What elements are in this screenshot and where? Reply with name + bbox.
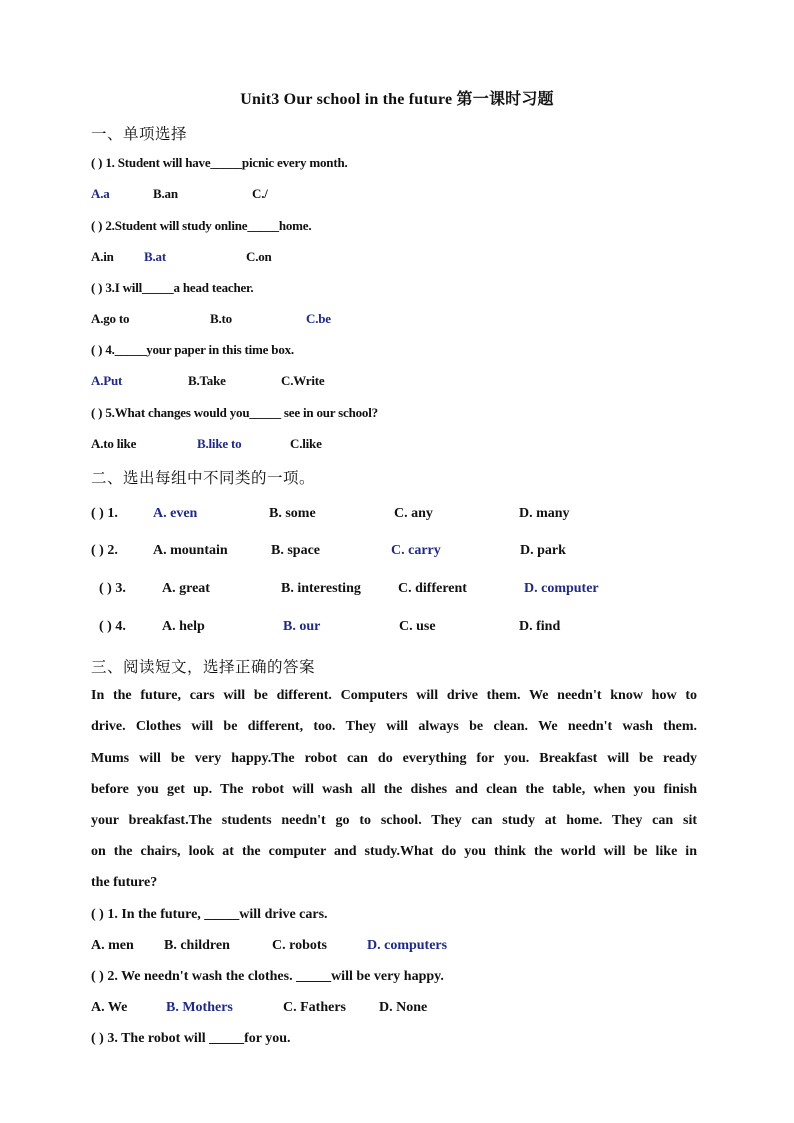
s1-q3-option-b: B.to: [210, 311, 232, 326]
s1-q3-option-a: A.go to: [91, 311, 130, 326]
s1-q4-option-a: A.Put: [91, 373, 123, 388]
s1-q4-option-c: C.Write: [281, 373, 325, 388]
s3-q1-option-b: B. children: [164, 938, 230, 953]
s2-q2-option-c: C. carry: [391, 543, 441, 558]
s2-q2-option-d: D. park: [520, 543, 566, 558]
s2-q3-option-d: D. computer: [524, 581, 599, 596]
s3-q1-stem: ( ) 1. In the future, _____will drive cars.: [91, 907, 328, 922]
s2-q1-option-d: D. many: [519, 506, 570, 521]
s2-q2-option-a: A. mountain: [153, 543, 228, 558]
s1-q3-stem: ( ) 3.I will_____a head teacher.: [91, 280, 254, 295]
passage-line: In the future, cars will be different. Computers will drive them. We needn't know how to: [91, 688, 697, 703]
s2-q1-option-a: A. even: [153, 506, 198, 521]
s1-q4-stem: ( ) 4._____your paper in this time box.: [91, 342, 294, 357]
s1-q5-option-a: A.to like: [91, 436, 137, 451]
s2-q4-option-d: D. find: [519, 619, 561, 634]
s3-q2-option-b: B. Mothers: [166, 1000, 233, 1015]
passage-line: Mums will be very happy.The robot can do everything for you. Breakfast will be ready: [91, 751, 697, 766]
passage-line: your breakfast.The students needn't go to school. They can study at home. They can sit: [91, 813, 697, 828]
passage-line: the future?: [91, 875, 158, 890]
s3-q2-option-c: C. Fathers: [283, 1000, 346, 1015]
s2-q4-prefix: ( ) 4.: [99, 619, 126, 634]
s1-q3-option-c: C.be: [306, 311, 331, 326]
s1-q5-option-b: B.like to: [197, 436, 242, 451]
s3-q3-stem: ( ) 3. The robot will _____for you.: [91, 1031, 291, 1046]
page-title: Unit3 Our school in the future 第一课时习题: [240, 91, 554, 108]
s3-q2-option-d: D. None: [379, 1000, 428, 1015]
s1-q1-option-c: C./: [252, 186, 268, 201]
s1-q1-option-a: A.a: [91, 186, 110, 201]
s1-q2-option-c: C.on: [246, 249, 272, 264]
s1-q4-option-b: B.Take: [188, 373, 226, 388]
s2-q3-option-b: B. interesting: [281, 581, 361, 596]
passage-line: before you get up. The robot will wash all the dishes and clean the table, when you finish: [91, 782, 697, 797]
s3-q2-option-a: A. We: [91, 1000, 128, 1015]
s2-q2-option-b: B. space: [271, 543, 320, 558]
section2-heading: 二、选出每组中不同类的一项。: [91, 470, 316, 487]
s3-q1-option-c: C. robots: [272, 938, 327, 953]
s3-q1-option-d: D. computers: [367, 938, 448, 953]
s1-q2-option-b: B.at: [144, 249, 166, 264]
s1-q2-stem: ( ) 2.Student will study online_____home.: [91, 218, 312, 233]
s1-q5-option-c: C.like: [290, 436, 322, 451]
s2-q4-option-b: B. our: [283, 619, 321, 634]
s3-q1-option-a: A. men: [91, 938, 134, 953]
s1-q1-option-b: B.an: [153, 186, 178, 201]
passage-line: drive. Clothes will be different, too. They will always be clean. We needn't wash them.: [91, 719, 697, 734]
s2-q1-option-c: C. any: [394, 506, 433, 521]
s2-q3-option-c: C. different: [398, 581, 467, 596]
s2-q4-option-c: C. use: [399, 619, 436, 634]
s1-q5-stem: ( ) 5.What changes would you_____ see in our school?: [91, 405, 378, 420]
section3-heading: 三、阅读短文，选择正确的答案: [91, 659, 316, 676]
s2-q3-option-a: A. great: [162, 581, 210, 596]
s2-q3-prefix: ( ) 3.: [99, 581, 126, 596]
s2-q1-option-b: B. some: [269, 506, 316, 521]
s3-q2-stem: ( ) 2. We needn't wash the clothes. _____will be very happy.: [91, 969, 444, 984]
s1-q1-stem: ( ) 1. Student will have_____picnic every month.: [91, 155, 348, 170]
passage-line: on the chairs, look at the computer and study.What do you think the world will be like in: [91, 844, 697, 859]
section1-heading: 一、单项选择: [91, 126, 188, 143]
s1-q2-option-a: A.in: [91, 249, 114, 264]
s2-q2-prefix: ( ) 2.: [91, 543, 118, 558]
s2-q1-prefix: ( ) 1.: [91, 506, 118, 521]
s2-q4-option-a: A. help: [162, 619, 205, 634]
